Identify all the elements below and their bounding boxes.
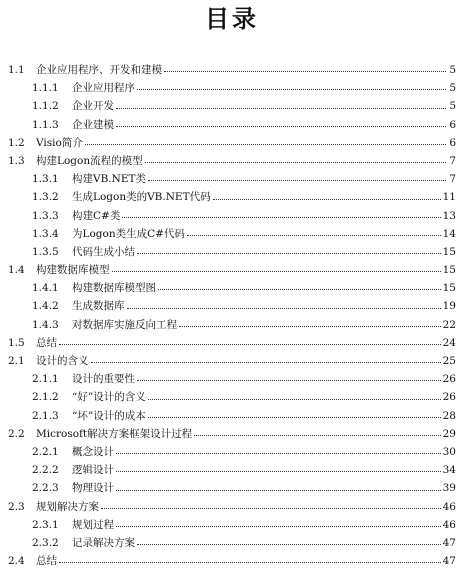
toc-entry-number: 1.4.1 [32,282,59,295]
toc-entry-title: 构建VB.NET类 [72,173,146,186]
toc-entry-number: 1.1 [8,64,25,76]
toc-dot-leader [116,471,441,472]
toc-entry-number: 2.2.1 [32,445,59,458]
toc-dot-leader [137,253,441,254]
toc-entry-page-number: 39 [442,482,456,495]
toc-entry-page-number: 5 [449,82,456,95]
toc-entry-title: 为Logon类生成C#代码 [72,227,185,240]
toc-dot-leader [91,362,441,363]
toc-entry-number: 1.3.1 [32,173,59,186]
toc-entry-number: 2.4 [8,555,25,568]
toc-dot-leader [116,453,441,454]
toc-dot-leader [85,144,446,145]
toc-entry-page-number: 28 [442,409,456,422]
toc-entry-page-number: 24 [442,336,456,349]
toc-subsection-entry[interactable] [8,207,456,225]
toc-entry-page-number: 13 [442,209,456,222]
toc-entry-number: 1.4.3 [32,318,59,331]
toc-entry-page-number: 25 [442,355,456,367]
toc-dot-leader [164,71,446,72]
toc-entry-title: 设计的含义 [36,355,89,367]
toc-entry-page-number: 14 [442,227,456,240]
toc-entry-number: 1.2 [8,136,25,149]
toc-dot-leader [112,271,441,272]
toc-entry-number: 2.3.1 [32,518,59,531]
toc-dot-leader [194,435,440,436]
toc-entry-number: 1.3.4 [32,227,59,240]
toc-entry-page-number: 7 [449,154,456,167]
toc-entry-number: 1.1.1 [32,82,59,95]
toc-section-entry[interactable] [8,261,456,279]
toc-entry-page-number: 15 [442,264,456,277]
toc-subsection-entry[interactable] [8,116,456,134]
toc-entry-title: 代码生成小结 [72,245,135,258]
toc-entry-number: 2.1 [8,355,25,367]
toc-entry-title: 构建数据库模型 [36,264,110,277]
toc-entry-page-number: 46 [442,518,456,531]
toc-dot-leader [116,126,446,127]
toc-subsection-entry[interactable] [8,516,456,534]
table-of-contents [8,61,456,570]
toc-entry-page-number: 47 [442,555,456,568]
toc-entry-page-number: 19 [442,300,456,313]
toc-dot-leader [187,235,441,236]
toc-dot-leader [148,417,441,418]
toc-entry-number: 2.2 [8,427,25,440]
toc-entry-page-number: 6 [449,136,456,149]
toc-dot-leader [213,199,441,200]
toc-entry-number: 1.4 [8,264,25,277]
toc-entry-number: 1.1.2 [32,100,59,113]
toc-entry-page-number: 22 [442,318,456,331]
toc-dot-leader [59,344,441,345]
toc-entry-page-number: 34 [442,464,456,477]
toc-entry-title: 企业建模 [72,118,114,131]
toc-subsection-entry[interactable] [8,461,456,479]
toc-entry-number: 2.1.2 [32,391,59,404]
toc-dot-leader [116,490,441,491]
toc-entry-number: 2.3 [8,500,25,513]
toc-subsection-entry[interactable] [8,443,456,461]
toc-dot-leader [59,562,441,563]
toc-entry-number: 2.2.3 [32,482,59,495]
toc-dot-leader [101,508,441,509]
toc-entry-page-number: 29 [442,427,456,440]
toc-entry-title: 构建C#类 [72,209,121,222]
toc-entry-title: Microsoft解决方案框架设计过程 [36,427,193,440]
toc-dot-leader [116,526,441,527]
toc-subsection-entry[interactable] [8,388,456,406]
toc-entry-page-number: 15 [442,245,456,258]
toc-dot-leader [137,89,446,90]
toc-entry-number: 1.3.5 [32,245,59,258]
toc-entry-number: 1.1.3 [32,118,59,131]
toc-section-entry[interactable] [8,352,456,370]
toc-subsection-entry[interactable] [8,297,456,315]
toc-subsection-entry[interactable] [8,279,456,297]
toc-entry-page-number: 5 [449,100,456,113]
toc-entry-number: 1.3.2 [32,191,59,204]
toc-dot-leader [148,399,441,400]
toc-dot-leader [116,108,446,109]
toc-section-entry[interactable] [8,334,456,352]
toc-entry-page-number: 30 [442,445,456,458]
toc-entry-title: 总结 [36,555,57,568]
toc-entry-page-number: 6 [449,118,456,131]
toc-entry-page-number: 15 [442,282,456,295]
toc-entry-page-number: 26 [442,391,456,404]
toc-entry-title: 规划解决方案 [36,500,99,513]
toc-entry-title: 构建Logon流程的模型 [36,154,143,167]
toc-entry-title: “坏”设计的成本 [72,409,146,422]
toc-entry-title: 物理设计 [72,482,114,495]
toc-subsection-entry[interactable] [8,243,456,261]
toc-entry-title: 对数据库实施反向工程 [72,318,177,331]
toc-entry-title: 总结 [36,336,57,349]
toc-section-entry[interactable] [8,152,456,170]
toc-entry-title: 生成数据库 [72,300,125,313]
toc-entry-title: 构建数据库模型图 [72,282,156,295]
toc-subsection-entry[interactable] [8,534,456,552]
toc-entry-page-number: 5 [449,64,456,76]
toc-entry-title: 企业应用程序 [72,82,135,95]
toc-subsection-entry[interactable] [8,225,456,243]
toc-entry-number: 1.4.2 [32,300,59,313]
toc-dot-leader [148,180,446,181]
toc-entry-title: 企业应用程序、开发和建模 [36,64,162,76]
toc-entry-number: 2.1.1 [32,373,59,386]
toc-entry-title: 设计的重要性 [72,373,135,386]
toc-section-entry[interactable] [8,552,456,570]
toc-subsection-entry[interactable] [8,316,456,334]
toc-entry-page-number: 47 [442,536,456,549]
toc-subsection-entry[interactable] [8,79,456,97]
toc-entry-title: 企业开发 [72,100,114,113]
toc-dot-leader [137,544,441,545]
toc-section-entry[interactable] [8,498,456,516]
toc-entry-page-number: 7 [449,173,456,186]
toc-entry-number: 2.1.3 [32,409,59,422]
page-title: 目录 [205,5,259,33]
toc-subsection-entry[interactable] [8,97,456,115]
toc-dot-leader [122,217,440,218]
toc-entry-title: Visio简介 [36,136,83,149]
toc-entry-page-number: 26 [442,373,456,386]
toc-entry-number: 1.3 [8,154,25,167]
toc-subsection-entry[interactable] [8,407,456,425]
toc-section-entry[interactable] [8,61,456,79]
toc-entry-number: 1.3.3 [32,209,59,222]
toc-subsection-entry[interactable] [8,370,456,388]
toc-entry-title: 规划过程 [72,518,114,531]
toc-section-entry[interactable] [8,425,456,443]
toc-entry-title: 记录解决方案 [72,536,135,549]
toc-entry-number: 2.2.2 [32,464,59,477]
toc-entry-page-number: 11 [442,191,456,204]
toc-entry-title: 逻辑设计 [72,464,114,477]
toc-entry-number: 2.3.2 [32,536,59,549]
toc-entry-title: “好”设计的含义 [72,391,146,404]
toc-dot-leader [137,380,441,381]
toc-dot-leader [127,308,441,309]
toc-subsection-entry[interactable] [8,170,456,188]
toc-dot-leader [145,162,446,163]
toc-entry-number: 1.5 [8,336,25,349]
toc-subsection-entry[interactable] [8,479,456,497]
toc-entry-title: 概念设计 [72,445,114,458]
toc-subsection-entry[interactable] [8,188,456,206]
toc-entry-page-number: 46 [442,500,456,513]
toc-entry-title: 生成Logon类的VB.NET代码 [72,191,211,204]
toc-dot-leader [179,326,441,327]
toc-dot-leader [158,289,441,290]
toc-section-entry[interactable] [8,134,456,152]
